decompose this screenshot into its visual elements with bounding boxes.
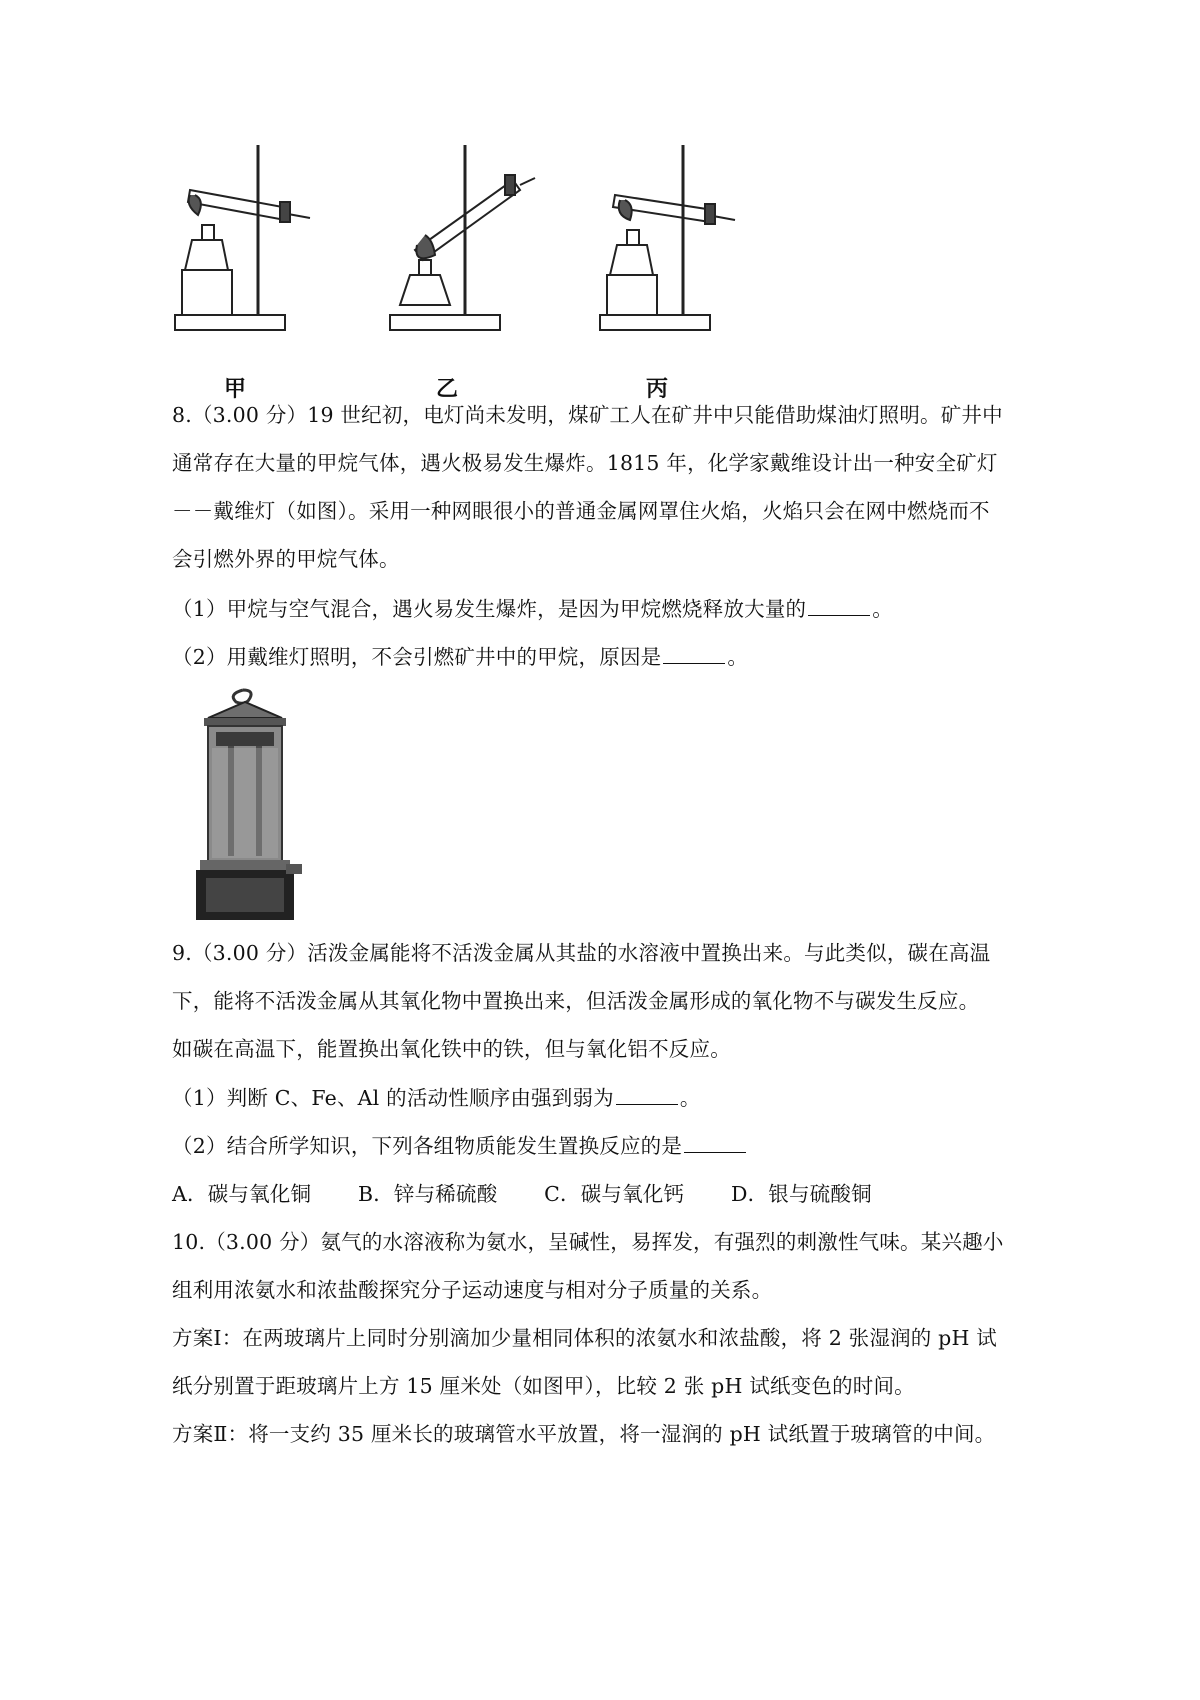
q9-sub2-text: （2）结合所学知识，下列各组物质能发生置换反应的是 xyxy=(172,1134,683,1158)
answer-blank[interactable] xyxy=(616,1086,678,1105)
apparatus-bing-icon xyxy=(600,145,735,330)
answer-blank[interactable] xyxy=(808,597,870,616)
option-b[interactable]: B．锌与稀硫酸 xyxy=(357,1182,498,1206)
figure-label-bing: 丙 xyxy=(646,377,669,402)
q9-line: 如碳在高温下，能置换出氧化铁中的铁，但与氧化铝不反应。 xyxy=(172,1037,731,1061)
davy-lamp-icon xyxy=(188,688,302,920)
q8-sub1 xyxy=(172,592,893,622)
q8-sub2-tail: 。 xyxy=(727,645,749,669)
q8-line: 会引燃外界的甲烷气体。 xyxy=(172,547,400,571)
q8-sub1-tail: 。 xyxy=(872,597,893,621)
apparatus-yi-icon xyxy=(390,145,535,330)
q10-line: 方案Ⅱ：将一支约 35 厘米长的玻璃管水平放置，将一湿润的 pH 试纸置于玻璃管的中间。 xyxy=(172,1422,996,1446)
q9-sub1-tail: 。 xyxy=(679,1086,701,1110)
answer-blank[interactable] xyxy=(684,1134,746,1153)
q9-line: 9.（3.00 分）活泼金属能将不活泼金属从其盐的水溶液中置换出来。与此类似，碳在高温 xyxy=(172,941,991,965)
q9-line: 下，能将不活泼金属从其氧化物中置换出来，但活泼金属形成的氧化物不与碳发生反应。 xyxy=(172,989,980,1013)
q10-line: 方案Ⅰ：在两玻璃片上同时分别滴加少量相同体积的浓氨水和浓盐酸，将 2 张湿润的 pH 试 xyxy=(172,1326,998,1350)
q9-sub2 xyxy=(172,1129,748,1159)
q10-line: 10.（3.00 分）氨气的水溶液称为氨水，呈碱性，易挥发，有强烈的刺激性气味。某兴趣小 xyxy=(172,1230,1004,1254)
q9-sub1-text: （1）判断 C、Fe、Al 的活动性顺序由强到弱为 xyxy=(172,1086,614,1110)
apparatus-jia-icon xyxy=(175,145,310,330)
q10-line: 组利用浓氨水和浓盐酸探究分子运动速度与相对分子质量的关系。 xyxy=(172,1278,773,1302)
q8-sub2-text: （2）用戴维灯照明，不会引燃矿井中的甲烷，原因是 xyxy=(172,645,662,669)
apparatus-figures xyxy=(170,140,790,400)
option-c[interactable]: C．碳与氧化钙 xyxy=(544,1182,685,1206)
option-d[interactable]: D．银与硫酸铜 xyxy=(730,1182,872,1206)
figure-label-jia: 甲 xyxy=(224,377,247,402)
q8-line: 通常存在大量的甲烷气体，遇火极易发生爆炸。1815 年，化学家戴维设计出一种安全矿灯 xyxy=(172,451,998,475)
q8-line: 8.（3.00 分）19 世纪初，电灯尚未发明，煤矿工人在矿井中只能借助煤油灯照明。矿井中 xyxy=(172,403,1003,427)
q9-sub1 xyxy=(172,1081,701,1111)
answer-blank[interactable] xyxy=(663,645,725,664)
q9-options xyxy=(172,1177,912,1207)
q8-sub2 xyxy=(172,640,748,670)
q8-line: －－戴维灯（如图）。采用一种网眼很小的普通金属网罩住火焰，火焰只会在网中燃烧而不 xyxy=(172,499,990,523)
option-a[interactable]: A．碳与氧化铜 xyxy=(172,1182,312,1206)
q8-sub1-text: （1）甲烷与空气混合，遇火易发生爆炸，是因为甲烷燃烧释放大量的 xyxy=(172,597,807,621)
figure-label-yi: 乙 xyxy=(436,377,459,402)
q10-line: 纸分别置于距玻璃片上方 15 厘米处（如图甲），比较 2 张 pH 试纸变色的时间。 xyxy=(172,1374,915,1398)
